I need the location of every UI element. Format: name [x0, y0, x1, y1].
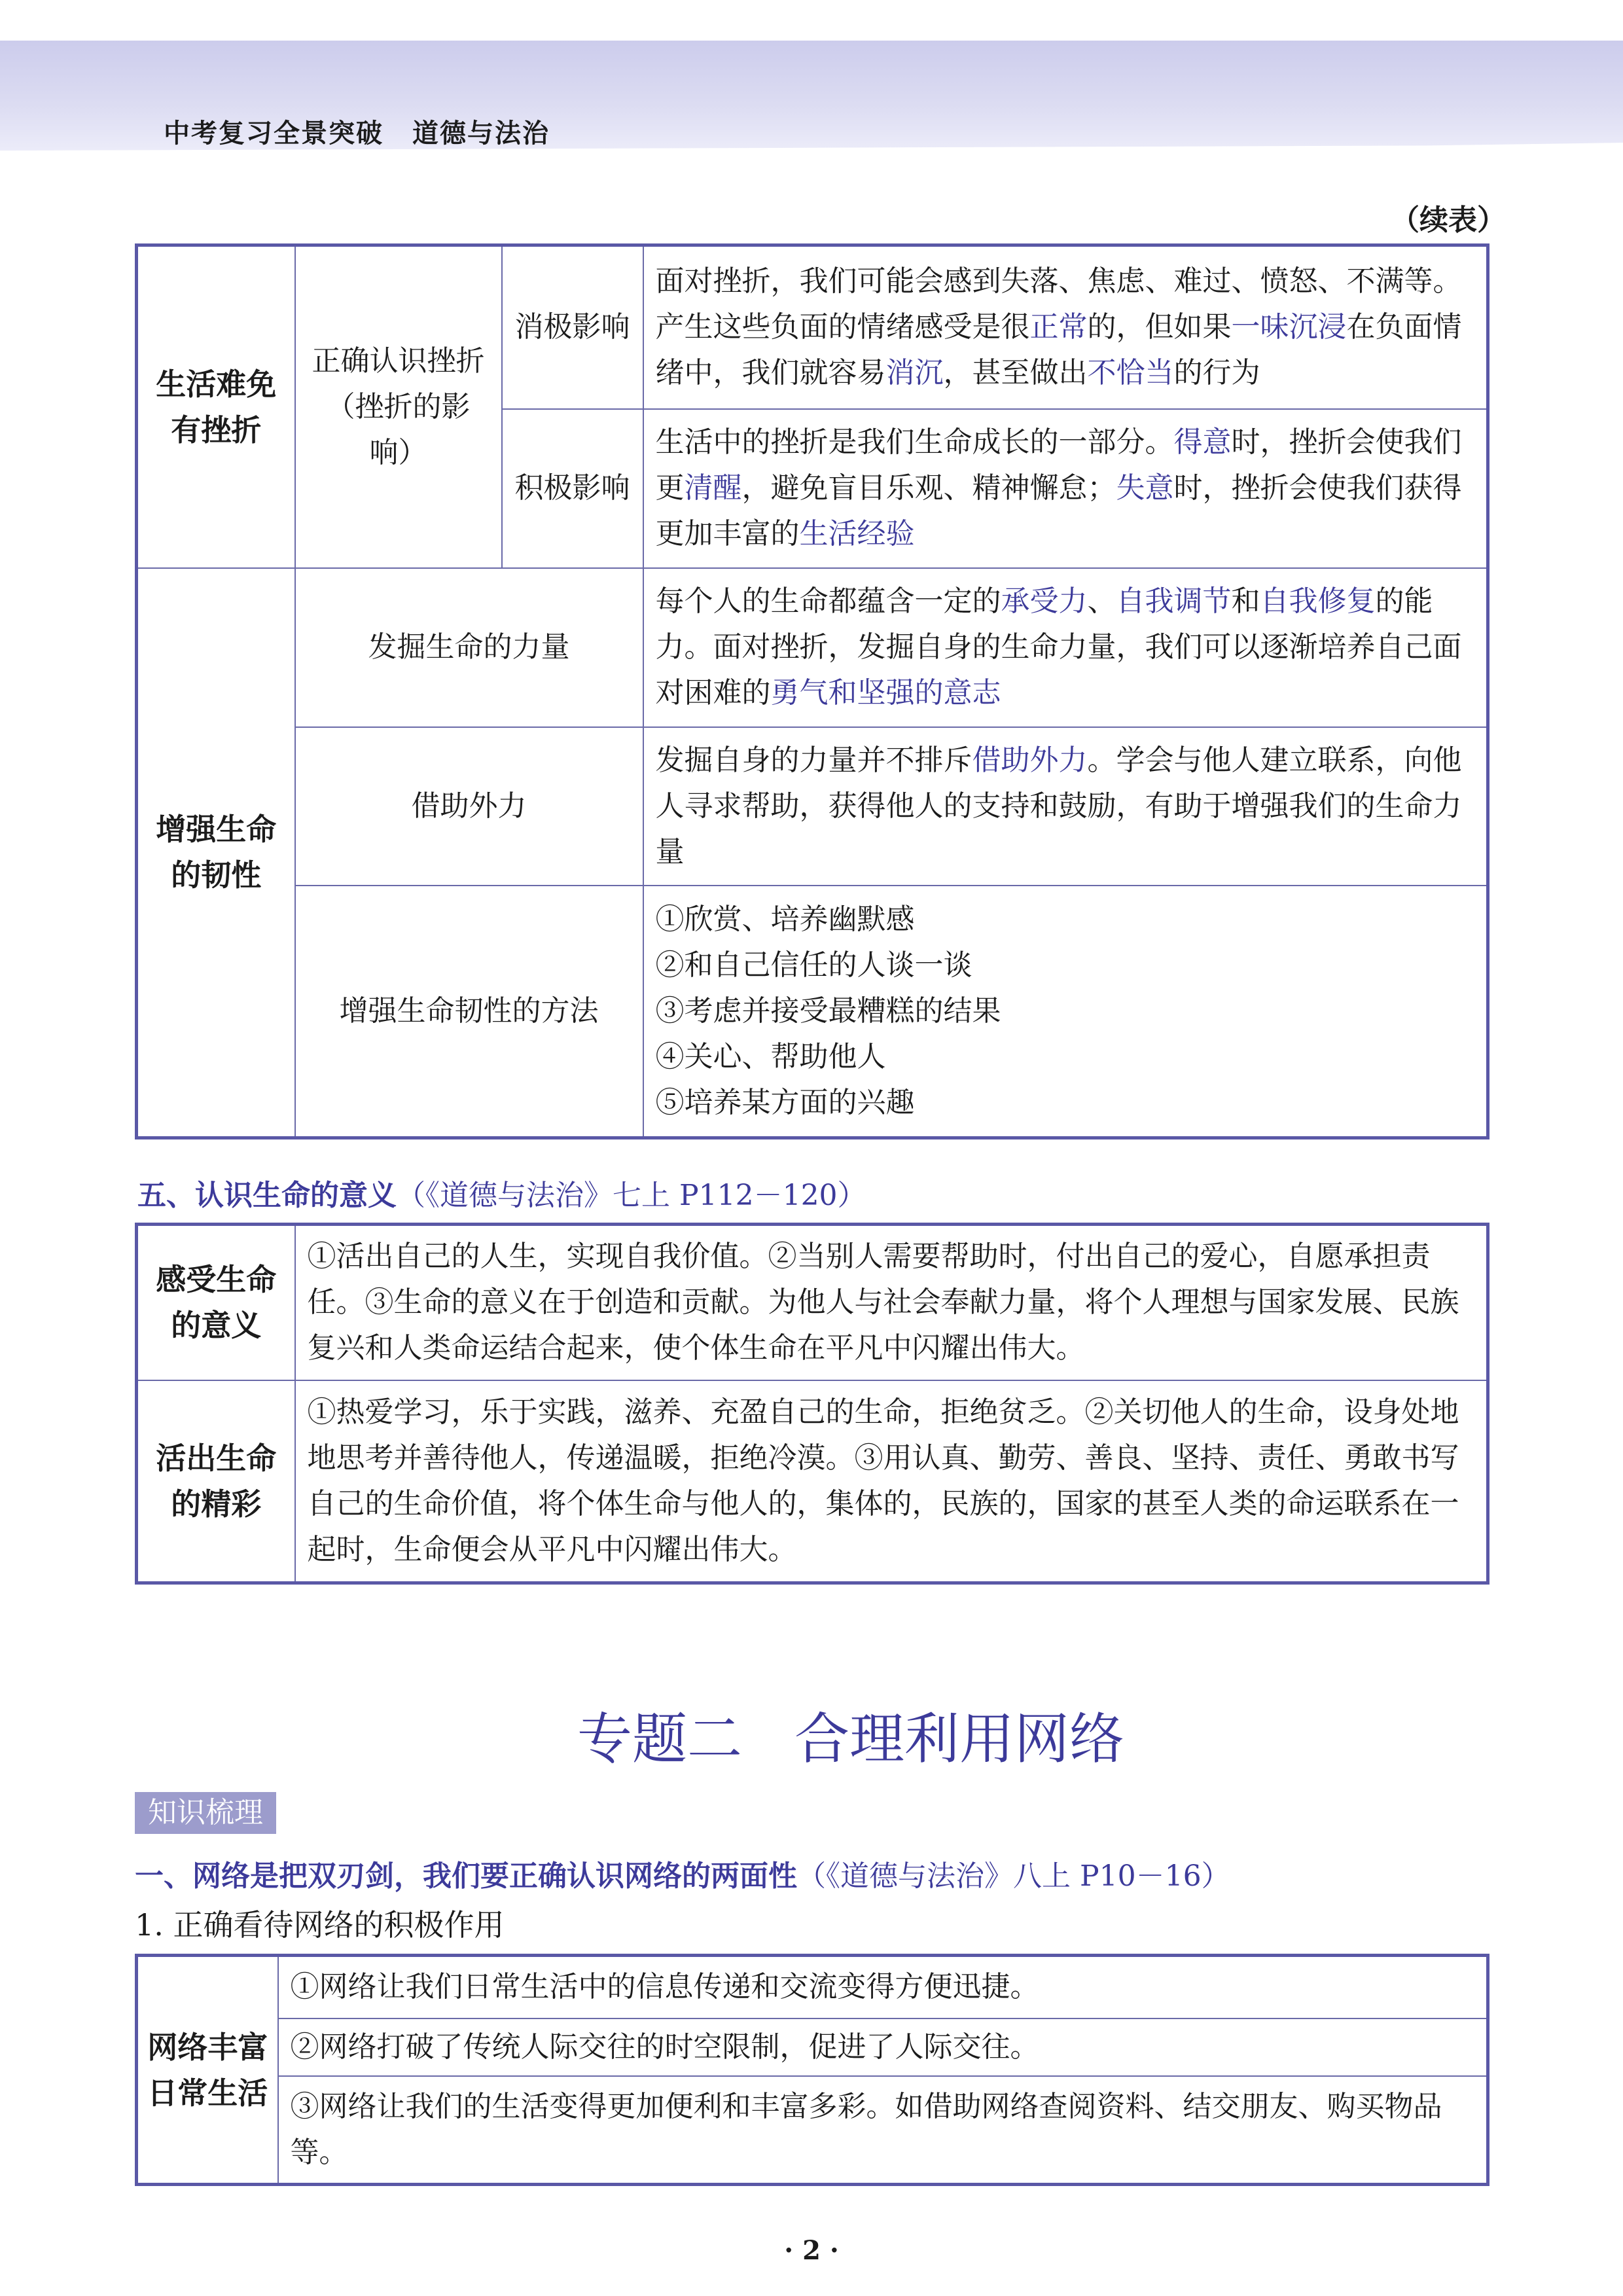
positive-impact-text: 生活中的挫折是我们生命成长的一部分。得意时，挫折会使我们更清醒，避免盲目乐观、精神懈怠；失意时，挫折会使我们获得更加丰富的生活经验 — [643, 409, 1488, 568]
network-benefits-table — [135, 1954, 1489, 2186]
topic-network-enrich: 网络丰富日常生活 — [137, 1956, 278, 2185]
meaning-of-life-table — [135, 1223, 1489, 1585]
label-discover-strength: 发掘生命的力量 — [295, 568, 643, 727]
topic-2-title: 专题二 合理利用网络 — [577, 1707, 1125, 1771]
section-5-heading: 五、认识生命的意义（《道德与法治》七上 P112－120） — [137, 1179, 866, 1212]
book-title: 中考复习全景突破 — [164, 118, 383, 149]
section-1-heading: 一、网络是把双刃剑，我们要正确认识网络的两面性（《道德与法治》八上 P10－16） — [135, 1859, 1230, 1893]
frustration-resilience-table — [135, 243, 1489, 1139]
network-item-3: ③网络让我们的生活变得更加便利和丰富多彩。如借助网络查阅资料、结交朋友、购买物品等。 — [278, 2076, 1488, 2185]
list-item: ③考虑并接受最糟糕的结果 — [655, 994, 1001, 1028]
subsection-1-heading: 1. 正确看待网络的积极作用 — [135, 1907, 505, 1943]
list-item: ②和自己信任的人谈一谈 — [655, 948, 972, 982]
running-header — [164, 113, 550, 150]
list-item: ④关心、帮助他人 — [655, 1039, 886, 1073]
negative-impact-text: 面对挫折，我们可能会感到失落、焦虑、难过、愤怒、不满等。产生这些负面的情绪感受是很正常的，但如果一味沉浸在负面情绪中，我们就容易消沉，甚至做出不恰当的行为 — [643, 245, 1488, 409]
topic-resilience: 增强生命的韧性 — [137, 568, 295, 1138]
label-positive-impact: 积极影响 — [502, 409, 643, 568]
label-resilience-methods: 增强生命韧性的方法 — [295, 886, 643, 1138]
label-external-help: 借助外力 — [295, 727, 643, 886]
external-help-text: 发掘自身的力量并不排斥借助外力。学会与他人建立联系，向他人寻求帮助，获得他人的支持和鼓励，有助于增强我们的生命力量 — [643, 727, 1488, 886]
subtopic-frustration-impact: 正确认识挫折（挫折的影响） — [295, 245, 502, 568]
list-item: ①欣赏、培养幽默感 — [655, 902, 915, 936]
resilience-methods-list — [643, 886, 1488, 1138]
topic-live-wonderfully: 活出生命的精彩 — [137, 1380, 295, 1583]
topic-feel-meaning: 感受生命的意义 — [137, 1225, 295, 1380]
page-number: · 2 · — [784, 2235, 839, 2266]
network-item-2: ②网络打破了传统人际交往的时空限制，促进了人际交往。 — [278, 2018, 1488, 2076]
feel-meaning-text: ①活出自己的人生，实现自我价值。②当别人需要帮助时，付出自己的爱心，自愿承担责任。③生命的意义在于创造和贡献。为他人与社会奉献力量，将个人理想与国家发展、民族复兴和人类命运结合起来，使个体生命在平凡中闪耀出伟大。 — [295, 1225, 1488, 1380]
discover-strength-text: 每个人的生命都蕴含一定的承受力、自我调节和自我修复的能力。面对挫折，发掘自身的生命力量，我们可以逐渐培养自己面对困难的勇气和坚强的意志 — [643, 568, 1488, 727]
subject-title: 道德与法治 — [412, 118, 550, 149]
network-item-1: ①网络让我们日常生活中的信息传递和交流变得方便迅捷。 — [278, 1956, 1488, 2018]
list-item: ⑤培养某方面的兴趣 — [655, 1085, 915, 1119]
topic-frustration: 生活难免有挫折 — [137, 245, 295, 568]
live-wonderfully-text: ①热爱学习，乐于实践，滋养、充盈自己的生命，拒绝贫乏。②关切他人的生命，设身处地地思考并善待他人，传递温暖，拒绝冷漠。③用认真、勤劳、善良、坚持、责任、勇敢书写自己的生命价值，将个体生命与他人的，集体的，民族的，国家的甚至人类的命运联系在一起时，生命便会从平凡中闪耀出伟大。 — [295, 1380, 1488, 1583]
knowledge-badge: 知识梳理 — [135, 1792, 276, 1834]
label-negative-impact: 消极影响 — [502, 245, 643, 409]
continued-label: （续表） — [1391, 204, 1506, 237]
